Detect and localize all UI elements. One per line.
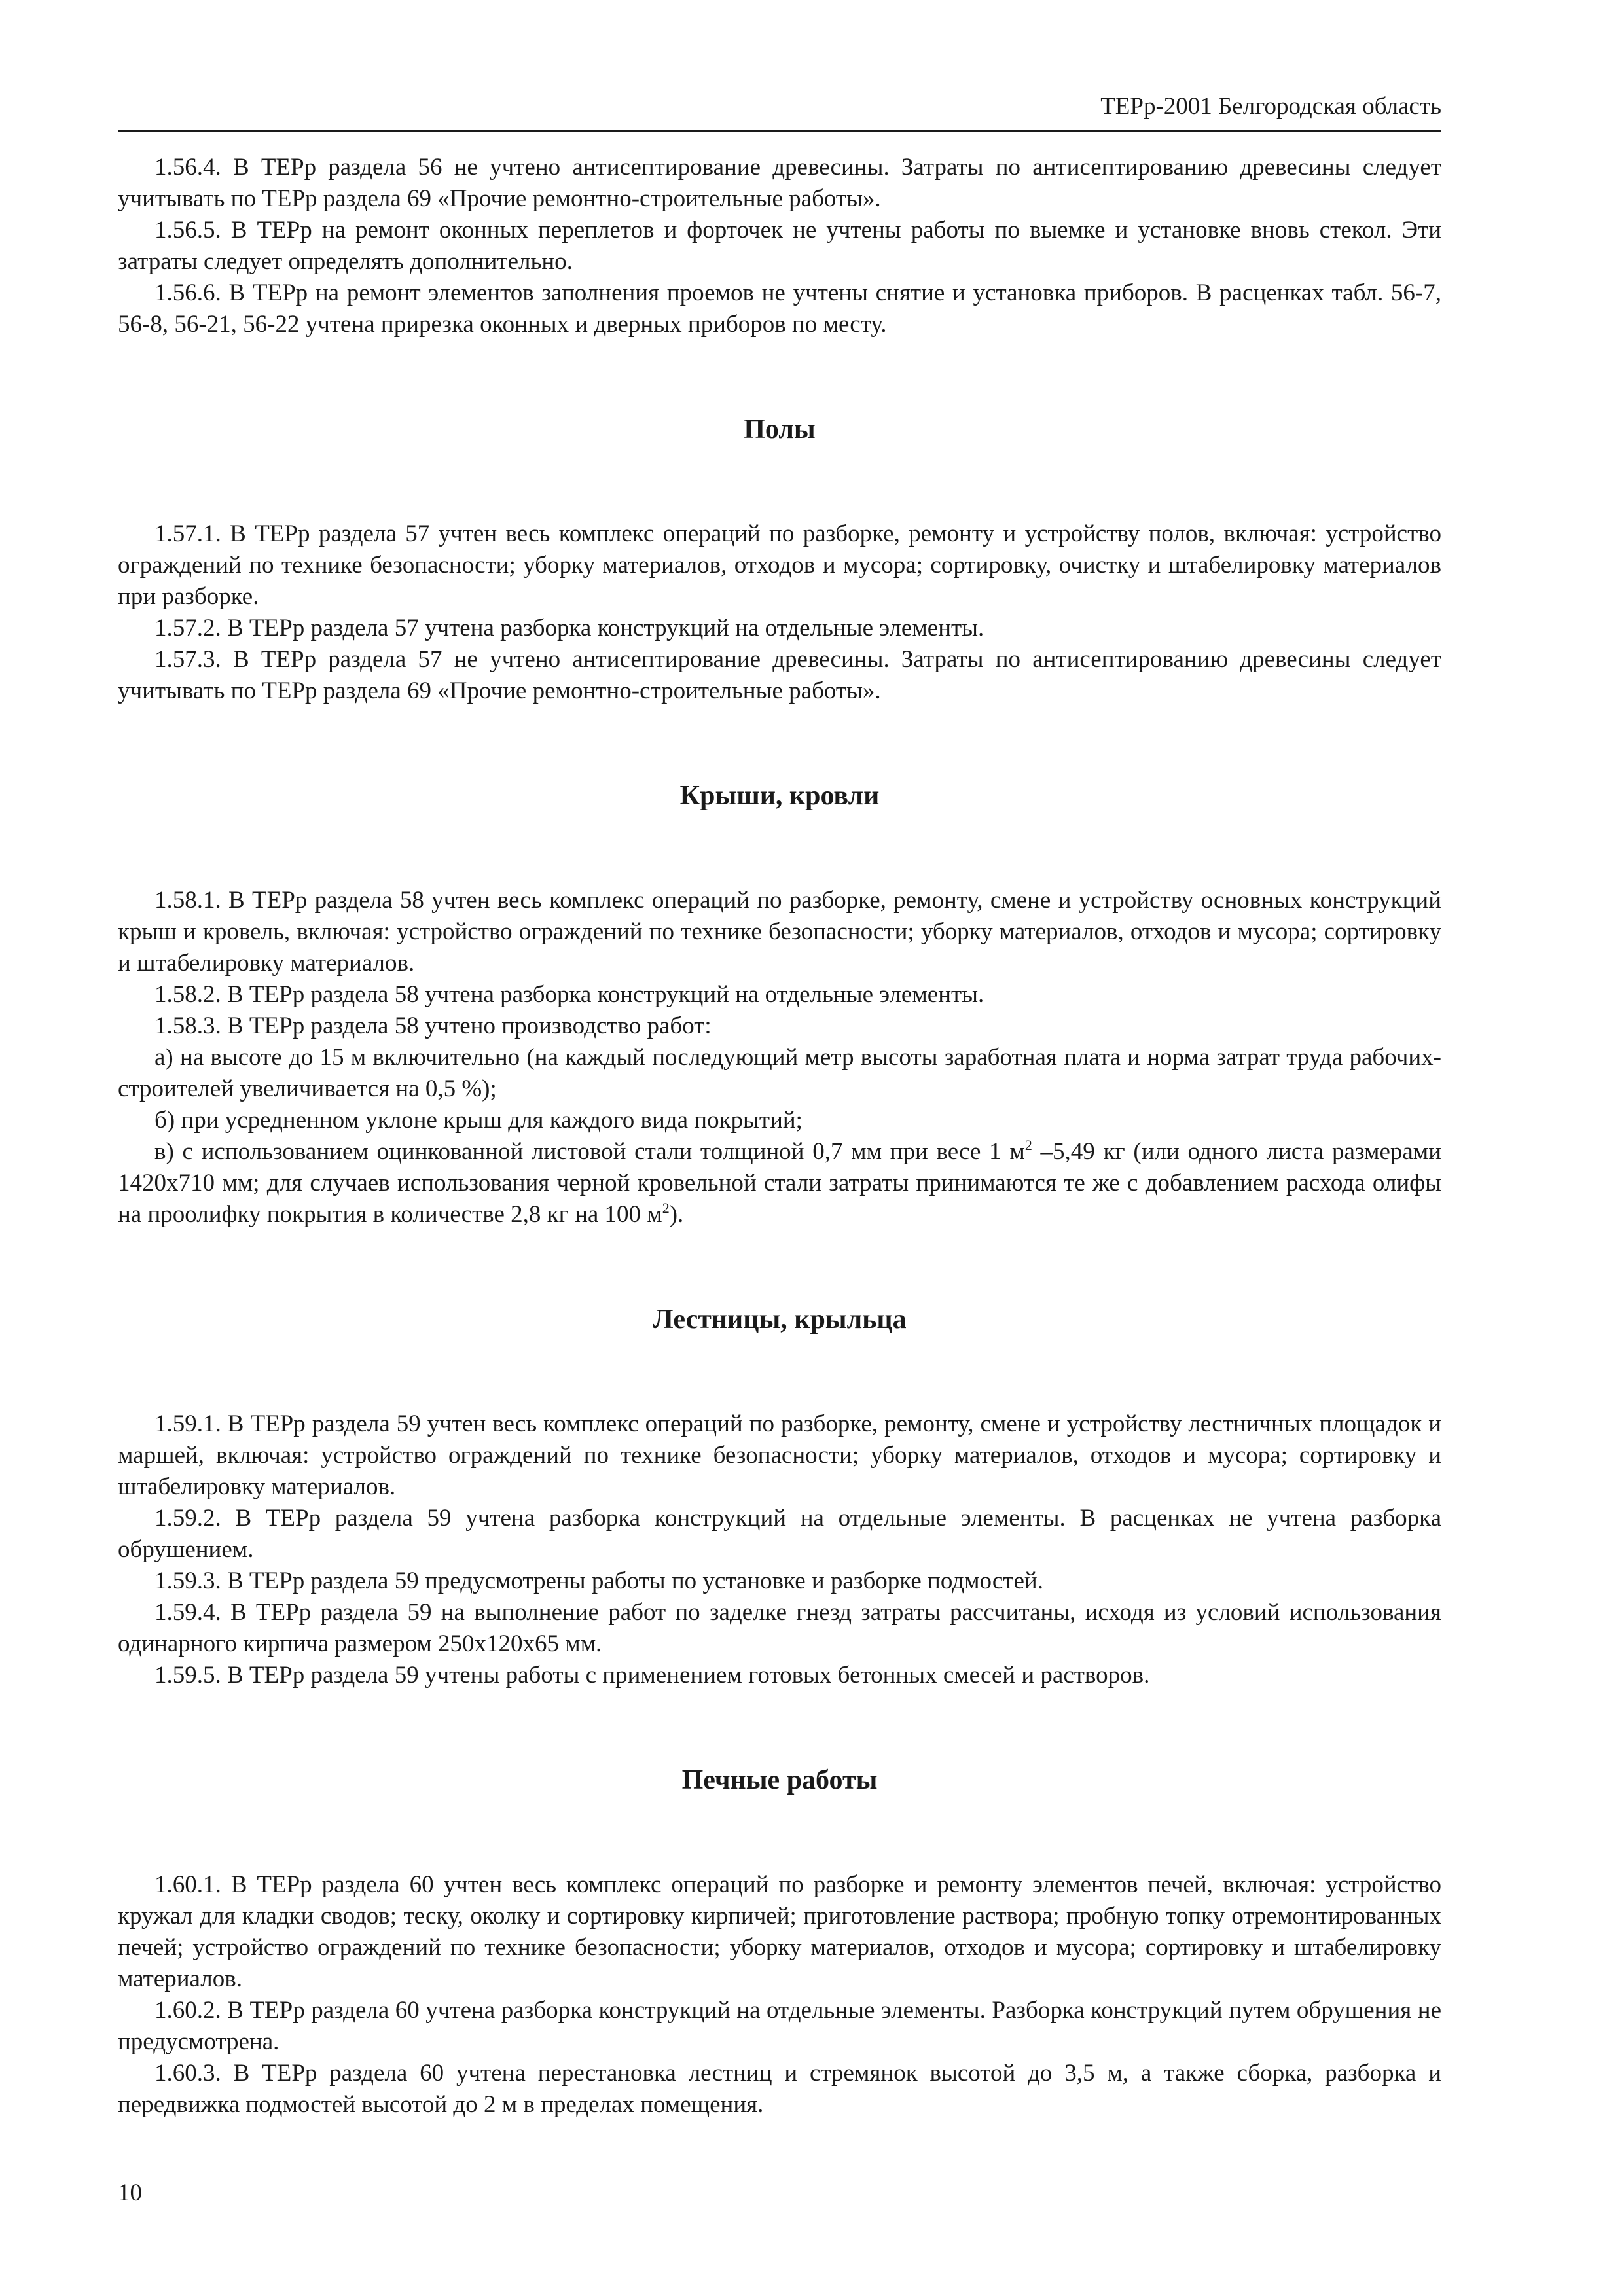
paragraph-1-59-1: 1.59.1. В ТЕРр раздела 59 учтен весь комплекс операций по разборке, ремонту, смене и устройству лестничных площадок и маршей, включая: устройство ограждений по технике безопасности; уборку материалов, отходов и мусора; сортировку и штабелировку материалов. [118, 1410, 1441, 1500]
page-number: 10 [118, 2179, 142, 2206]
superscript-square-1: 2 [1024, 1137, 1032, 1153]
paragraph-1-57-3: 1.57.3. В ТЕРр раздела 57 не учтено антисептирование древесины. Затраты по антисептированию древесины следует учитывать по ТЕРр раздела 69 «Прочие ремонтно-строительные работы». [118, 646, 1441, 704]
paragraph-1-58-3-b: б) при усредненном уклоне крыш для каждого вида покрытий; [154, 1107, 803, 1134]
paragraph-1-60-3: 1.60.3. В ТЕРр раздела 60 учтена перестановка лестниц и стремянок высотой до 3,5 м, а также сборка, разборка и передвижка подмостей высотой до 2 м в пределах помещения. [118, 2060, 1441, 2118]
paragraph-1-57-2: 1.57.2. В ТЕРр раздела 57 учтена разборка конструкций на отдельные элементы. [154, 615, 984, 641]
header-rule [118, 130, 1441, 132]
paragraph-1-58-3-c [118, 1136, 1441, 1230]
paragraph-1-57-1: 1.57.1. В ТЕРр раздела 57 учтен весь комплекс операций по разборке, ремонту и устройству полов, включая: устройство ограждений по технике безопасности; уборку материалов, отходов и мусора; сортировку, очистку и штабелировку материалов при разборке. [118, 520, 1441, 610]
superscript-square-2: 2 [662, 1200, 670, 1216]
paragraph-1-60-2: 1.60.2. В ТЕРр раздела 60 учтена разборка конструкций на отдельные элементы. Разборка конструкций путем обрушения не предусмотрена. [118, 1997, 1441, 2055]
paragraph-1-58-2: 1.58.2. В ТЕРр раздела 58 учтена разборка конструкций на отдельные элементы. [154, 981, 984, 1008]
paragraph-1-56-6: 1.56.6. В ТЕРр на ремонт элементов заполнения проемов не учтены снятие и установка приборов. В расценках табл. 56-7, 56-8, 56-21, 56-22 учтена прирезка оконных и дверных приборов по месту. [118, 279, 1441, 338]
paragraph-1-58-1: 1.58.1. В ТЕРр раздела 58 учтен весь комплекс операций по разборке, ремонту, смене и устройству основных конструкций крыш и кровель, включая: устройство ограждений по технике безопасности; уборку материалов, отходов и мусора; сортировку и штабелировку материалов. [118, 887, 1441, 977]
page-content [118, 152, 1441, 2121]
paragraph-1-58-3: 1.58.3. В ТЕРр раздела 58 учтено производство работ: [154, 1013, 712, 1039]
section-title-roofs: Крыши, кровли [679, 781, 880, 811]
section-title-stoves: Печные работы [681, 1765, 878, 1795]
paragraph-1-59-4: 1.59.4. В ТЕРр раздела 59 на выполнение работ по заделке гнезд затраты рассчитаны, исходя из условий использования одинарного кирпича размером 250х120х65 мм. [118, 1599, 1441, 1657]
item-c-text-2: –5,49 кг (или одного листа размерами 1420х710 мм; для случаев использования черной кровельной стали затраты принимаются те же с добавлением расхода олифы на проолифку покрытия в количестве 2,8 кг на 100 м [118, 1138, 1441, 1228]
paragraph-1-56-5: 1.56.5. В ТЕРр на ремонт оконных переплетов и форточек не учтены работы по выемке и установке вновь стекол. Эти затраты следует определять дополнительно. [118, 217, 1441, 275]
paragraph-1-59-5: 1.59.5. В ТЕРр раздела 59 учтены работы с применением готовых бетонных смесей и растворов. [154, 1662, 1150, 1689]
paragraph-1-59-3: 1.59.3. В ТЕРр раздела 59 предусмотрены работы по установке и разборке подмостей. [154, 1568, 1043, 1594]
paragraph-1-56-4: 1.56.4. В ТЕРр раздела 56 не учтено антисептирование древесины. Затраты по антисептированию древесины следует учитывать по ТЕРр раздела 69 «Прочие ремонтно-строительные работы». [118, 154, 1441, 212]
paragraph-1-59-2: 1.59.2. В ТЕРр раздела 59 учтена разборка конструкций на отдельные элементы. В расценках не учтена разборка обрушением. [118, 1505, 1441, 1563]
running-header: ТЕРр-2001 Белгородская область [1100, 93, 1441, 120]
section-title-floors: Полы [744, 414, 816, 444]
item-c-text-3: ). [669, 1201, 684, 1228]
paragraph-1-60-1: 1.60.1. В ТЕРр раздела 60 учтен весь комплекс операций по разборке и ремонту элементов печей, включая: устройство кружал для кладки сводов; теску, околку и сортировку кирпичей; приготовление раствора; пробную топку отремонтированных печей; устройство ограждений по технике безопасности; уборку материалов, отходов и мусора; сортировку и штабелировку материалов. [118, 1871, 1441, 1992]
paragraph-1-58-3-a: а) на высоте до 15 м включительно (на каждый последующий метр высоты заработная плата и норма затрат труда рабочих-строителей увеличивается на 0,5 %); [118, 1044, 1441, 1102]
section-title-stairs: Лестницы, крыльца [653, 1304, 907, 1335]
item-c-text-1: в) с использованием оцинкованной листовой стали толщиной 0,7 мм при весе 1 м [154, 1138, 1025, 1165]
